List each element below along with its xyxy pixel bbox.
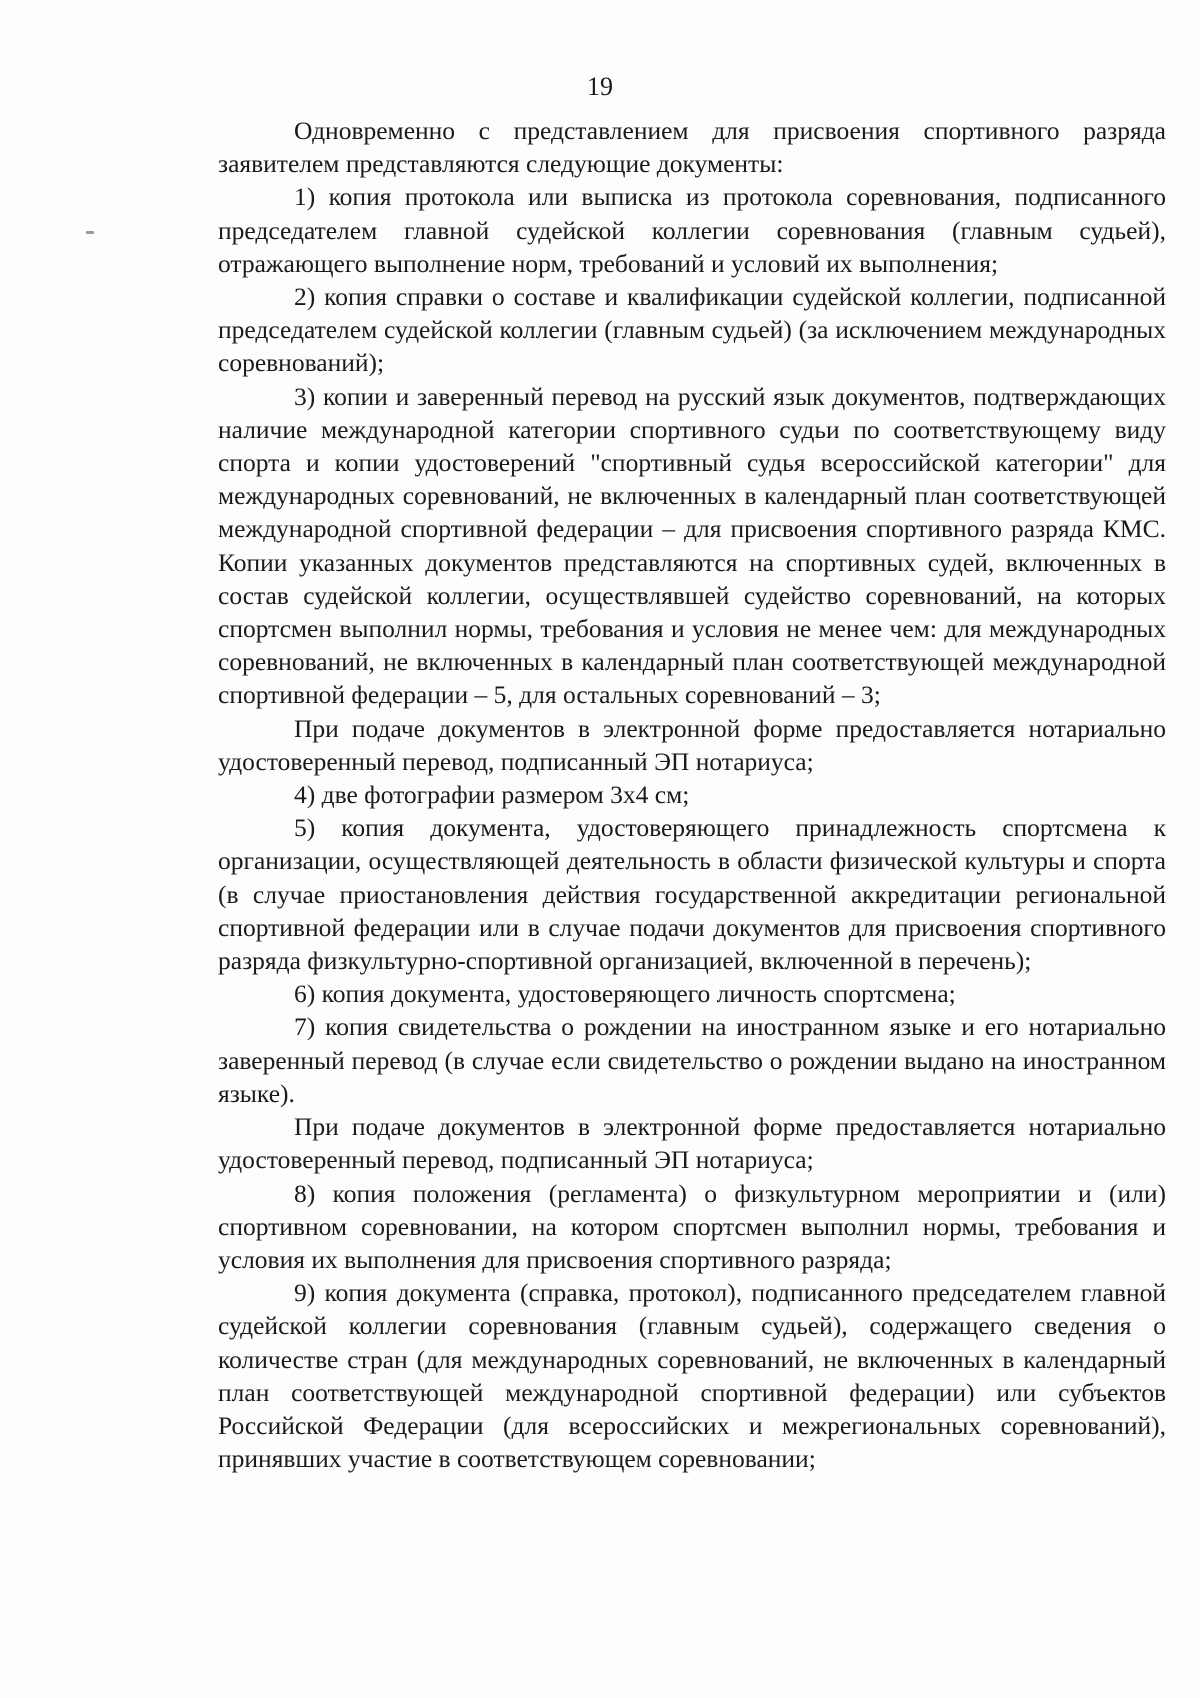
paragraph-item-3: 3) копии и заверенный перевод на русский язык документов, подтверждающих наличие международной категории спортивного судьи по соответствующему виду спорта и копии удостоверений "спортивный судья всероссийской категории" для международных соревнований, не включенных в календарный план соответствующей международной спортивной федерации – для присвоения спортивного разряда КМС. Копии указанных документов представляются на спортивных судей, включенных в состав судейской коллегии, осуществлявшей судейство соревнований, на которых спортсмен выполнил нормы, требования и условия не менее чем: для международных соревнований, не включенных в календарный план соответствующей международной спортивной федерации – 5, для остальных соревнований – 3; [218, 381, 1166, 710]
paragraph-item-8: 8) копия положения (регламента) о физкультурном мероприятии и (или) спортивном соревновании, на котором спортсмен выполнил нормы, требования и условия их выполнения для присвоения спортивного разряда; [218, 1178, 1166, 1274]
paragraph-note-electronic-2: При подаче документов в электронной форме предоставляется нотариально удостоверенный перевод, подписанный ЭП нотариуса; [218, 1112, 1166, 1175]
paragraph-item-6: 6) копия документа, удостоверяющего личность спортсмена; [294, 979, 956, 1009]
page-number: 19 [587, 72, 613, 101]
paragraph-item-4: 4) две фотографии размером 3x4 см; [294, 780, 690, 810]
paragraph-item-9: 9) копия документа (справка, протокол), подписанного председателем главной судейской коллегии соревнования (главным судьей), содержащего сведения о количестве стран (для международных соревнований, не включенных в календарный план соответствующей международной спортивной федерации) или субъектов Российской Федерации (для всероссийских и межрегиональных соревнований), принявших участие в соответствующем соревновании; [218, 1278, 1166, 1474]
paragraph-item-5: 5) копия документа, удостоверяющего принадлежность спортсмена к организации, осуществляющей деятельность в области физической культуры и спорта (в случае приостановления действия государственной аккредитации региональной спортивной федерации или в случае подачи документов для присвоения спортивного разряда физкультурно-спортивной организацией, включенной в перечень); [218, 813, 1166, 976]
paragraph-item-1: 1) копия протокола или выписка из протокола соревнования, подписанного председателем главной судейской коллегии соревнования (главным судьей), отражающего выполнение норм, требований и условий их выполнения; [218, 182, 1166, 278]
paragraph-intro: Одновременно с представлением для присвоения спортивного разряда заявителем представляются следующие документы: [218, 116, 1166, 179]
document-body [218, 114, 1166, 1475]
paragraph-note-electronic-1: При подаче документов в электронной форме предоставляется нотариально удостоверенный перевод, подписанный ЭП нотариуса; [218, 713, 1166, 776]
paragraph-item-2: 2) копия справки о составе и квалификации судейской коллегии, подписанной председателем судейской коллегии (главным судьей) (за исключением международных соревнований); [218, 282, 1166, 378]
scan-artifact [86, 231, 94, 234]
paragraph-item-7: 7) копия свидетельства о рождении на иностранном языке и его нотариально заверенный перевод (в случае если свидетельство о рождении выдано на иностранном языке). [218, 1012, 1166, 1108]
